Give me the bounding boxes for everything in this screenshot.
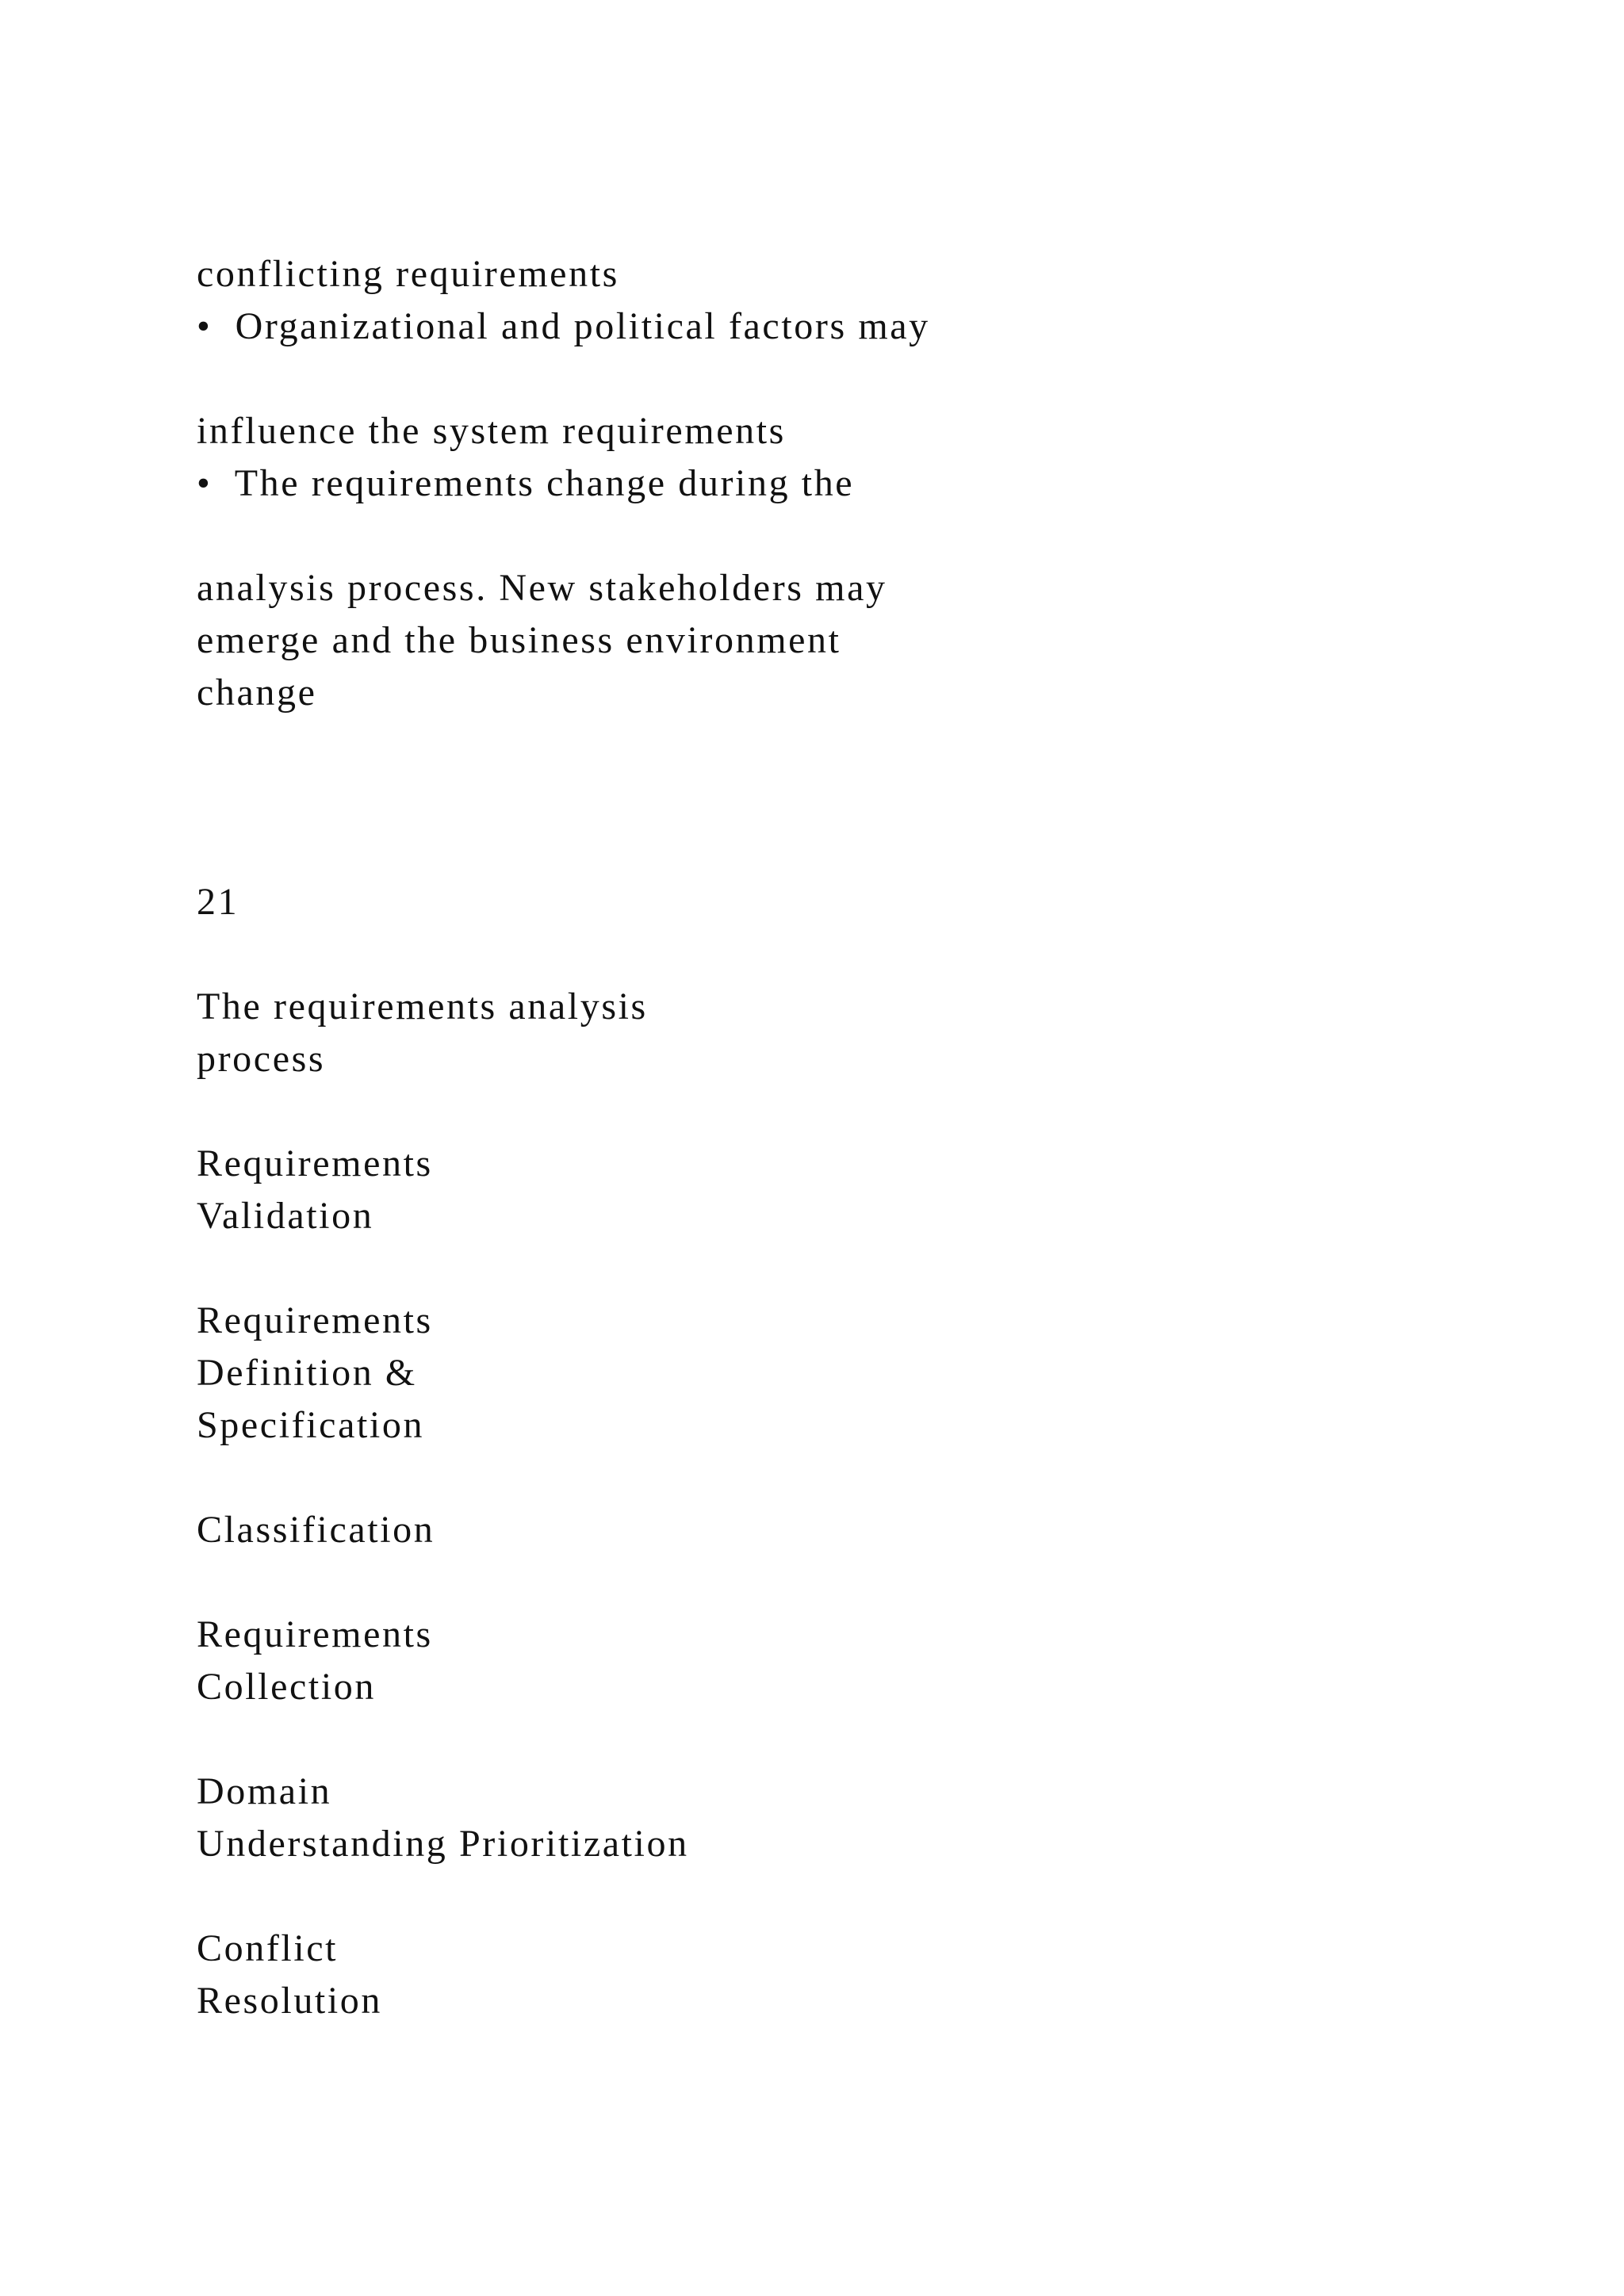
- text-line-conflicting-requirements: conflicting requirements: [197, 253, 619, 295]
- label-collection-line-1: Requirements: [197, 1613, 433, 1655]
- label-definition-line-2: Definition &: [197, 1352, 417, 1394]
- bullet-requirements-change: • The requirements change during the: [197, 462, 855, 504]
- text-line-influence-requirements: influence the system requirements: [197, 410, 786, 452]
- label-definition-line-3: Specification: [197, 1404, 425, 1446]
- label-definition-line-1: Requirements: [197, 1299, 433, 1341]
- text-line-change: change: [197, 672, 317, 714]
- heading-line-2: process: [197, 1038, 326, 1080]
- label-collection-line-2: Collection: [197, 1666, 376, 1708]
- label-classification: Classification: [197, 1509, 435, 1551]
- text-line-analysis-process: analysis process. New stakeholders may: [197, 567, 887, 609]
- label-conflict-line-2: Resolution: [197, 1980, 383, 2022]
- text-line-emerge-business: emerge and the business environment: [197, 619, 841, 661]
- page-number: 21: [197, 881, 239, 923]
- label-validation-line-2: Validation: [197, 1195, 374, 1237]
- label-validation-line-1: Requirements: [197, 1142, 433, 1184]
- label-conflict-line-1: Conflict: [197, 1927, 339, 1969]
- label-domain-line-1: Domain: [197, 1770, 332, 1812]
- heading-line-1: The requirements analysis: [197, 985, 648, 1027]
- bullet-organizational-factors: • Organizational and political factors may: [197, 305, 930, 347]
- label-domain-line-2: Understanding Prioritization: [197, 1823, 689, 1865]
